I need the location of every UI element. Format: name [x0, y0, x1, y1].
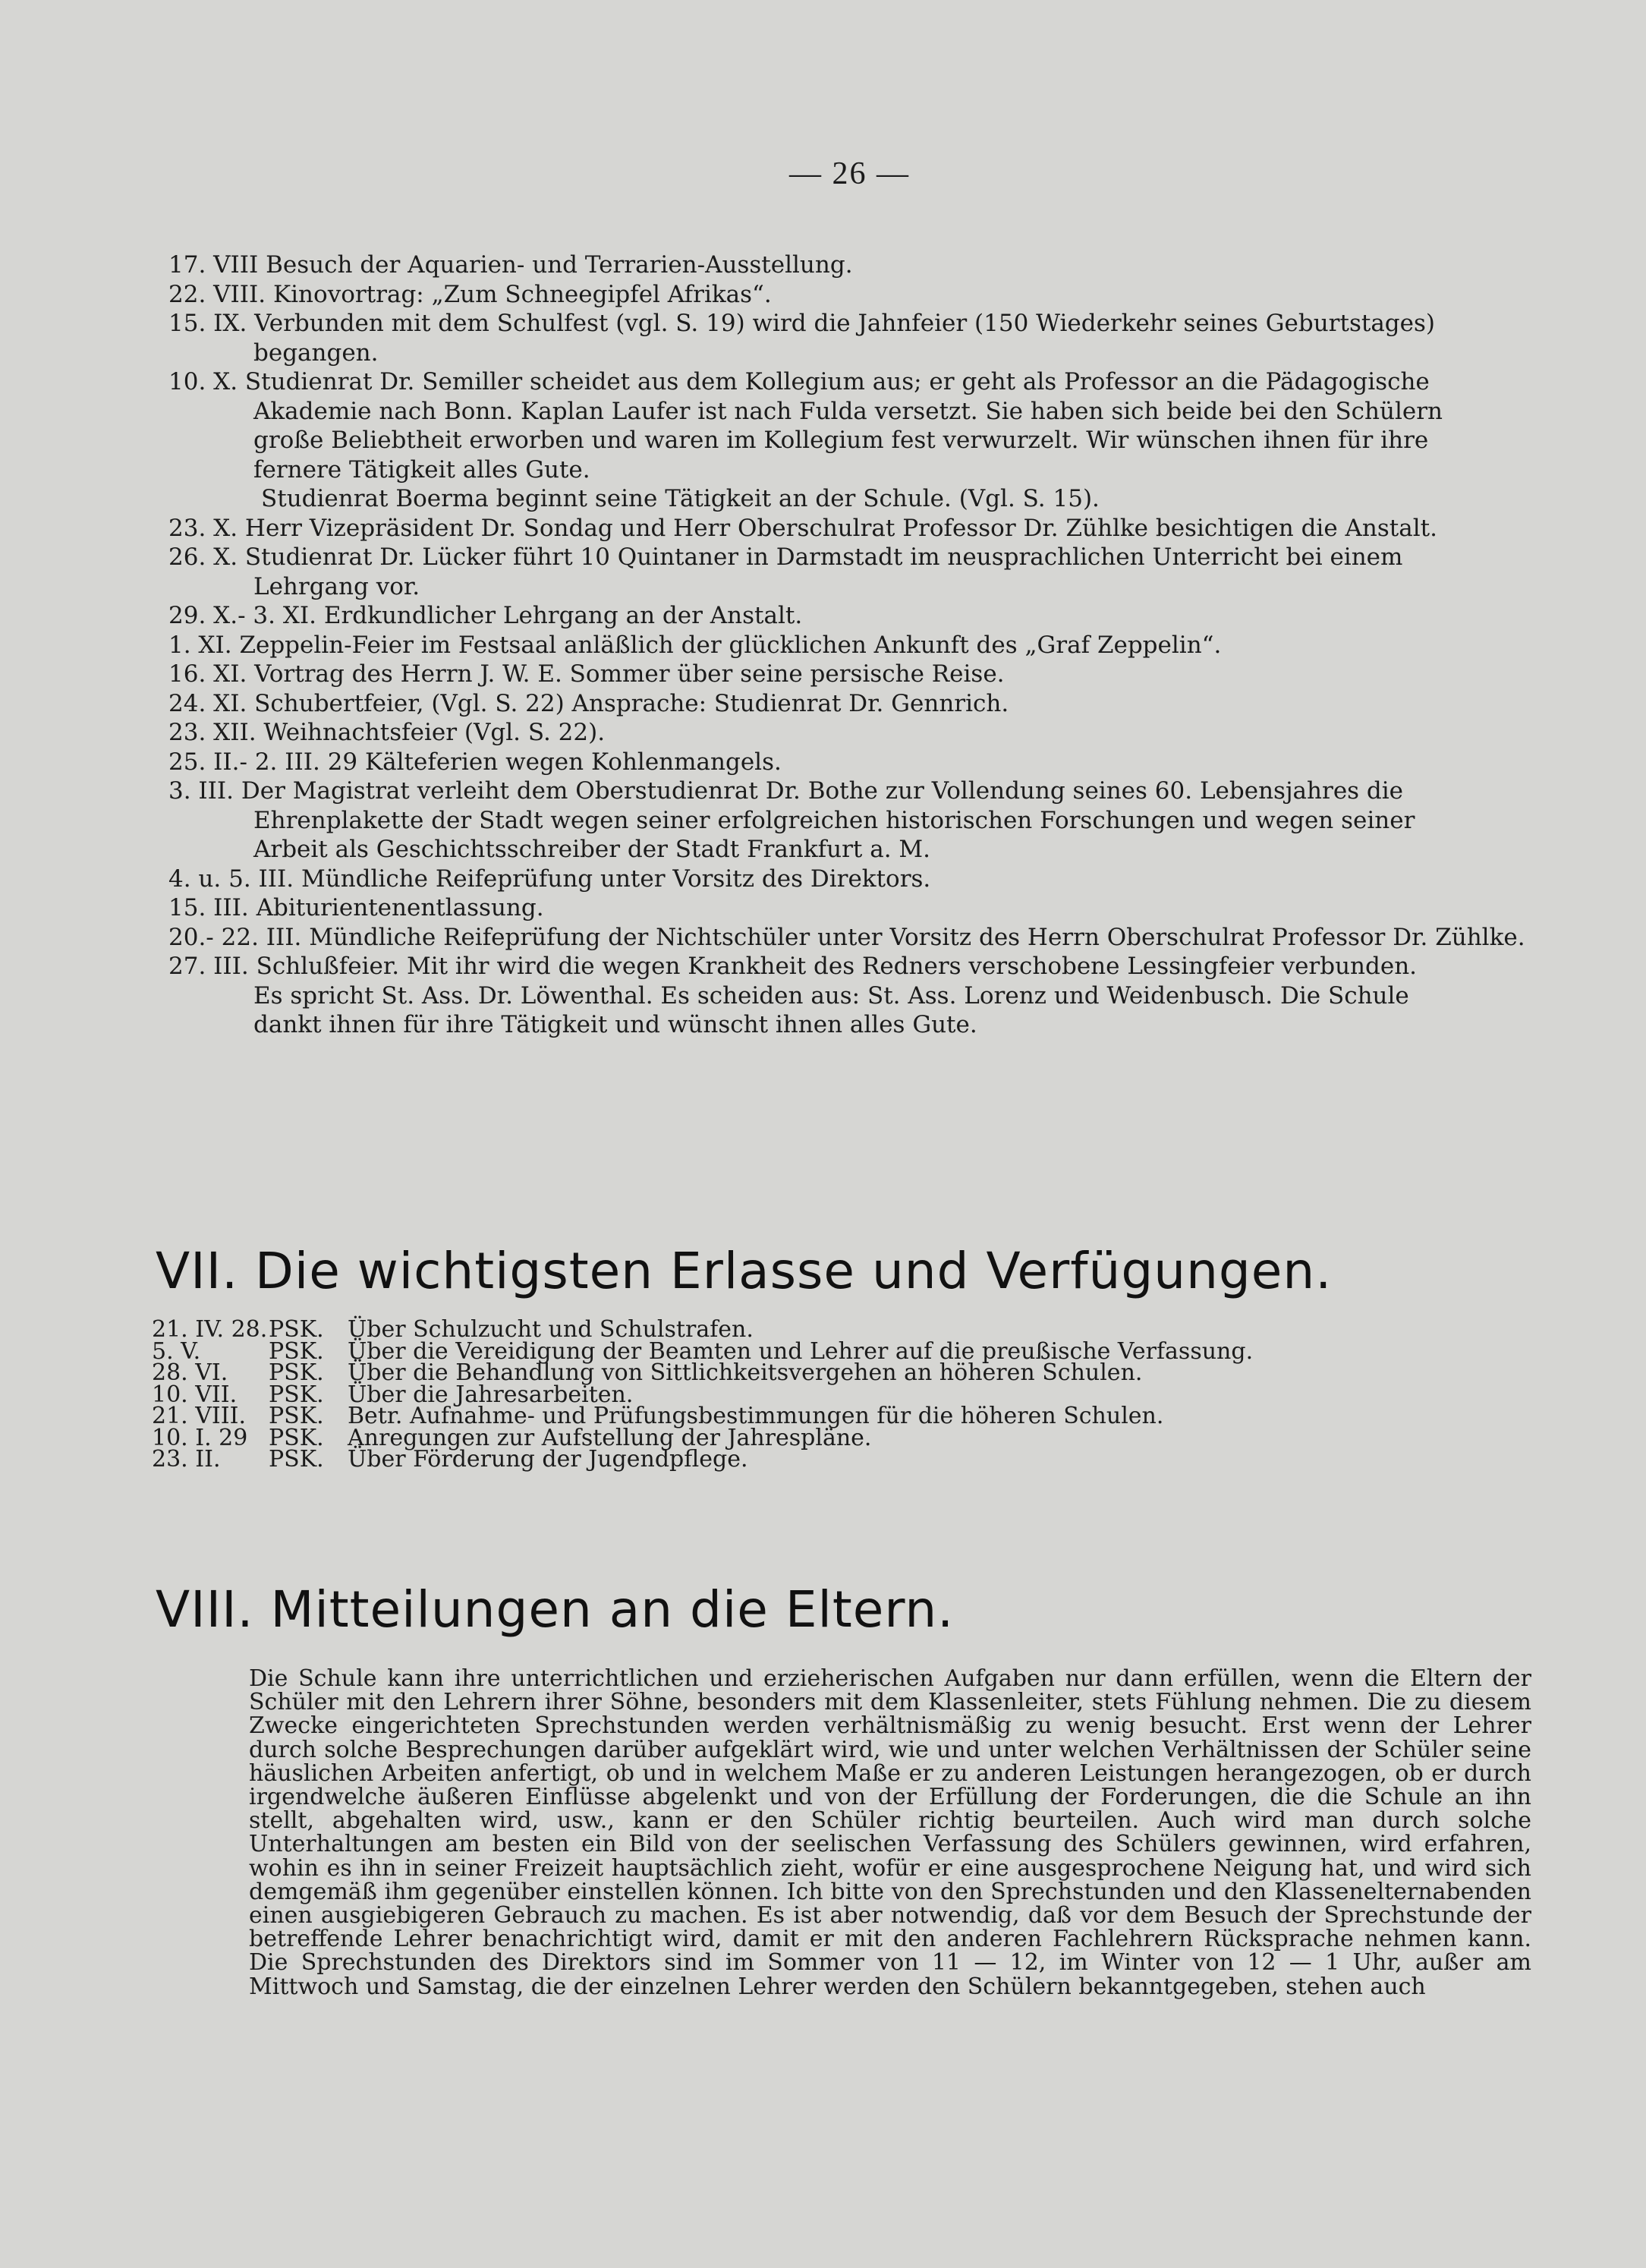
chronicle-line: 20.- 22. III. Mündliche Reifeprüfung der Nichtschüler unter Vorsitz des Herrn Oberschulrat Professor Dr. Zühlke. — [168, 923, 1525, 951]
decree-date: 10. I. 29 — [152, 1424, 248, 1451]
chronicle-entry — [168, 865, 1546, 894]
section-heading-parents: VIII. Mitteilungen an die Eltern. — [156, 1580, 955, 1639]
chronicle-entry — [168, 748, 1546, 777]
chronicle-line: 27. III. Schlußfeier. Mit ihr wird die wegen Krankheit des Redners verschobene Lessingfeier verbunden. — [168, 953, 1418, 980]
chronicle-line: Akademie nach Bonn. Kaplan Laufer ist nach Fulda versetzt. Sie haben sich beide bei den Schülern — [253, 397, 1443, 425]
chronicle-line: 15. IX. Verbunden mit dem Schulfest (vgl. S. 19) wird die Jahnfeier (150 Wiederkehr seines Geburtstages) — [168, 310, 1435, 337]
chronicle-line: Arbeit als Geschichtsschreiber der Stadt Frankfurt a. M. — [253, 836, 931, 863]
chronicle-entry — [168, 601, 1546, 631]
decree-date: 23. II. — [152, 1446, 221, 1473]
chronicle-entry — [168, 689, 1546, 719]
page-number: — 26 — — [789, 156, 910, 191]
chronicle-line: Lehrgang vor. — [253, 572, 420, 600]
chronicle-entry — [168, 543, 1546, 601]
chronicle-line: 24. XI. Schubertfeier, (Vgl. S. 22) Ansprache: Studienrat Dr. Gennrich. — [168, 689, 1009, 717]
chronicle-line: dankt ihnen für ihre Tätigkeit und wünscht ihnen alles Gute. — [253, 1011, 977, 1038]
chronicle-entry — [168, 631, 1546, 660]
chronicle-entry — [168, 923, 1546, 953]
chronicle-line: 23. X. Herr Vizepräsident Dr. Sondag und Herr Oberschulrat Professor Dr. Zühlke besichtigen die Anstalt. — [168, 514, 1437, 542]
chronicle-line: 16. XI. Vortrag des Herrn J. W. E. Sommer über seine persische Reise. — [168, 660, 1005, 688]
chronicle-line: fernere Tätigkeit alles Gute. — [253, 455, 590, 484]
decree-authority: PSK. — [269, 1446, 324, 1473]
decree-date: 5. V. — [152, 1337, 201, 1365]
decree-row — [152, 1446, 1442, 1473]
decree-row — [152, 1424, 1442, 1451]
chronicle-entry — [168, 367, 1546, 514]
decree-list — [152, 1316, 1442, 1473]
decree-text: Über die Jahresarbeiten. — [348, 1381, 634, 1408]
decree-authority: PSK. — [269, 1424, 324, 1451]
chronicle-entry — [168, 893, 1546, 923]
chronicle-entry — [168, 776, 1546, 865]
decree-date: 21. IV. 28. — [152, 1316, 268, 1343]
chronicle-line: Es spricht St. Ass. Dr. Löwenthal. Es scheiden aus: St. Ass. Lorenz und Weidenbusch. Die Schule — [253, 981, 1409, 1010]
chronicle-line: 29. X.- 3. XI. Erdkundlicher Lehrgang an der Anstalt. — [168, 602, 803, 629]
chronicle-list — [168, 250, 1546, 1040]
decree-text: Anregungen zur Aufstellung der Jahrespläne. — [348, 1424, 872, 1451]
decree-authority: PSK. — [269, 1403, 324, 1429]
chronicle-entry — [168, 250, 1546, 280]
decree-date: 28. VI. — [152, 1359, 228, 1386]
chronicle-entry — [168, 660, 1546, 689]
decree-text: Betr. Aufnahme- und Prüfungsbestimmungen für die höheren Schulen. — [348, 1403, 1164, 1429]
decree-row — [152, 1359, 1442, 1386]
chronicle-line: Ehrenplakette der Stadt wegen seiner erfolgreichen historischen Forschungen und wegen seiner — [253, 806, 1415, 834]
chronicle-line: Studienrat Boerma beginnt seine Tätigkeit an der Schule. (Vgl. S. 15). — [261, 485, 1100, 512]
parents-paragraph: Die Schule kann ihre unterrichtlichen und erzieherischen Aufgaben nur dann erfüllen, wenn die Eltern der Schüler mit den Lehrern ihrer Söhne, besonders mit dem Klassenleiter, stets Fühlung nehmen. Die zu diesem Zwecke eingerichteten Sprechstunden werden verhältnismäßig zu wenig besucht. Erst wenn der Lehrer durch solche Besprechungen darüber aufgeklärt wird, wie und unter welchen Verhältnissen der Schüler seine häuslichen Arbeiten anfertigt, ob und in welchem Maße er zu anderen Leistungen herangezogen, ob er durch irgendwelche äußeren Einflüsse abgelenkt und von der Erfüllung der Forderungen, die die Schule an ihn stellt, abgehalten wird, usw., kann er den Schüler richtig beurteilen. Auch wird man durch solche Unterhaltungen am besten ein Bild von der seelischen Verfassung des Schülers gewinnen, wird erfahren, wohin es ihn in seiner Freizeit hauptsächlich zieht, wofür er eine ausgesprochene Neigung hat, und wird sich demgemäß ihm gegenüber einstellen können. Ich bitte von den Sprechstunden und den Klassenelternabenden einen ausgiebigeren Gebrauch zu machen. Es ist aber notwendig, daß vor dem Besuch der Sprechstunde der betreffende Lehrer benachrichtigt wird, damit er mit den anderen Fachlehrern Rücksprache nehmen kann. Die Sprechstunden des Direktors sind im Sommer von 11 — 12, im Winter von 12 — 1 Uhr, außer am Mittwoch und Samstag, die der einzelnen Lehrer werden den Schülern bekanntgegeben, stehen auch — [249, 1665, 1531, 2000]
chronicle-line: 3. III. Der Magistrat verleiht dem Oberstudienrat Dr. Bothe zur Vollendung seines 60. Lebensjahres die — [168, 777, 1404, 805]
chronicle-line: große Beliebtheit erworben und waren im Kollegium fest verwurzelt. Wir wünschen ihnen für ihre — [253, 427, 1429, 454]
chronicle-line: begangen. — [253, 339, 379, 367]
chronicle-line: 17. VIII Besuch der Aquarien- und Terrarien-Ausstellung. — [168, 251, 853, 279]
decree-date: 10. VII. — [152, 1381, 238, 1408]
decree-authority: PSK. — [269, 1359, 324, 1386]
section-heading-decrees: VII. Die wichtigsten Erlasse und Verfügungen. — [156, 1242, 1333, 1300]
decree-text: Über die Behandlung von Sittlichkeitsvergehen an höheren Schulen. — [348, 1359, 1143, 1386]
chronicle-entry — [168, 309, 1546, 367]
chronicle-entry — [168, 952, 1546, 1040]
chronicle-line: 1. XI. Zeppelin-Feier im Festsaal anläßlich der glücklichen Ankunft des „Graf Zeppelin“. — [168, 631, 1222, 659]
decree-text: Über Förderung der Jugendpflege. — [348, 1446, 748, 1473]
decree-text: Über die Vereidigung der Beamten und Lehrer auf die preußische Verfassung. — [348, 1337, 1254, 1365]
decree-authority: PSK. — [269, 1316, 324, 1343]
chronicle-line: 25. II.- 2. III. 29 Kälteferien wegen Kohlenmangels. — [168, 748, 782, 776]
chronicle-entry — [168, 280, 1546, 310]
decree-date: 21. VIII. — [152, 1403, 246, 1429]
chronicle-line: 26. X. Studienrat Dr. Lücker führt 10 Quintaner in Darmstadt im neusprachlichen Unterricht bei einem — [168, 543, 1403, 571]
chronicle-entry — [168, 514, 1546, 543]
chronicle-line: 10. X. Studienrat Dr. Semiller scheidet aus dem Kollegium aus; er geht als Professor an die Pädagogische — [168, 368, 1430, 395]
chronicle-entry — [168, 718, 1546, 748]
parents-notice — [249, 1667, 1531, 1999]
chronicle-line: 15. III. Abiturientenentlassung. — [168, 894, 544, 921]
chronicle-line: 23. XII. Weihnachtsfeier (Vgl. S. 22). — [168, 719, 606, 746]
chronicle-line: 4. u. 5. III. Mündliche Reifeprüfung unter Vorsitz des Direktors. — [168, 865, 931, 893]
chronicle-line: 22. VIII. Kinovortrag: „Zum Schneegipfel Afrikas“. — [168, 280, 772, 308]
decree-authority: PSK. — [269, 1381, 324, 1408]
decree-text: Über Schulzucht und Schulstrafen. — [348, 1316, 754, 1343]
decree-authority: PSK. — [269, 1337, 324, 1365]
